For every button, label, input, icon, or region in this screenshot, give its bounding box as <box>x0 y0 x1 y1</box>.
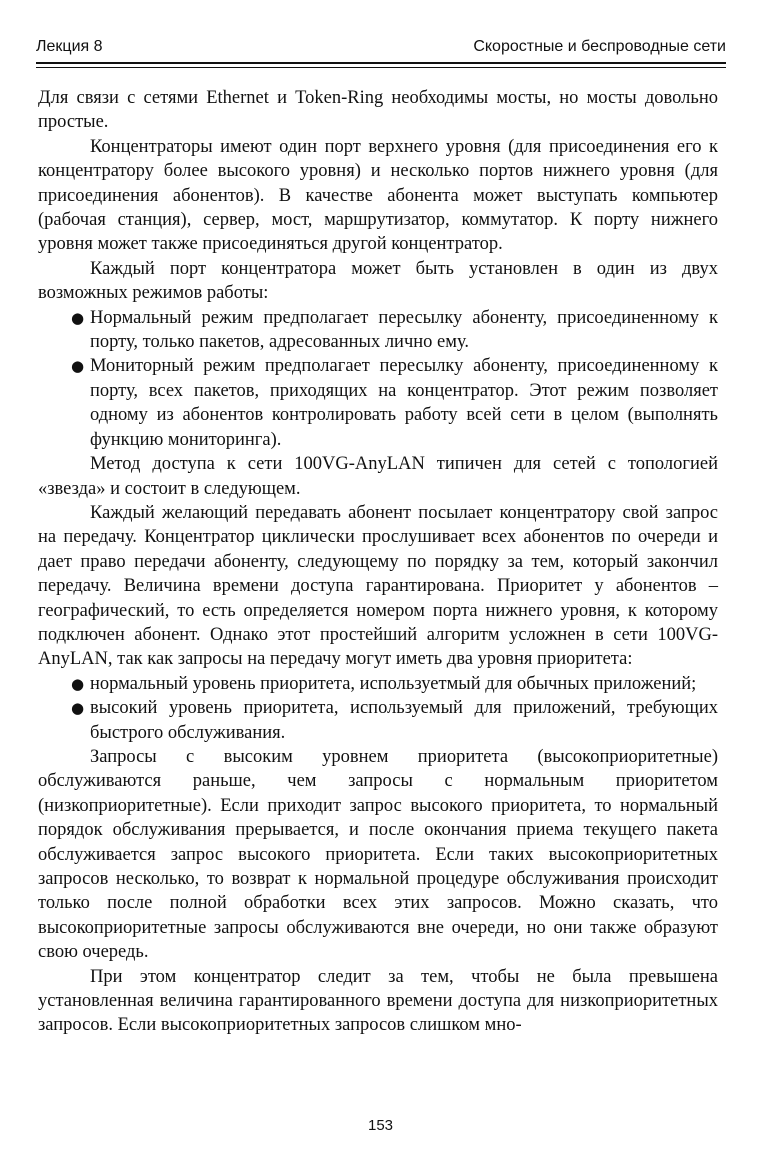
running-header <box>36 34 726 58</box>
header-rule-thin <box>36 67 726 68</box>
bullet-icon: ● <box>71 674 85 693</box>
modes-list <box>38 306 718 452</box>
bullet-icon: ● <box>71 308 85 327</box>
bullet-icon: ● <box>71 357 85 376</box>
list-item-text: высокий уровень приоритета, используемый для приложений, требующих быстрого обслуживания. <box>90 698 718 743</box>
paragraph: Метод доступа к сети 100VG-AnyLAN типичен для сетей с топологией «звезда» и состоит в следующем. <box>38 454 718 499</box>
list-item <box>38 354 718 452</box>
body-text <box>38 86 718 1038</box>
paragraph: Каждый желающий передавать абонент посылает концентратору свой запрос на передачу. Концентратор циклически прослушивает всех абонентов по очереди и дает право передачи абоненту, следующему по порядку за тем, который закончил передачу. Величина времени доступа гарантирована. Приоритет у абонентов – географический, то есть определяется номером порта нижнего уровня, к которому подключен абонент. Однако этот простейший алгоритм усложнен в сети 100VG-AnyLAN, так как запросы на передачу могут иметь два уровня приоритета: <box>38 502 718 670</box>
list-item-text: нормальный уровень приоритета, используетмый для обычных приложений; <box>90 673 697 694</box>
list-item <box>38 696 718 745</box>
list-item <box>38 306 718 355</box>
list-item-text: Нормальный режим предполагает пересылку абоненту, присоединенному к порту, только пакетов, адресованных лично ему. <box>90 307 718 353</box>
list-item <box>38 672 718 696</box>
bullet-icon: ● <box>71 699 85 718</box>
paragraph: Концентраторы имеют один порт верхнего уровня (для присоединения его к концентратору более высокого уровня) и несколько портов нижнего уровня (для присоединения абонентов). В качестве абонента может выступать компьютер (рабочая станция), сервер, мост, маршрутизатор, коммутатор. К порту нижнего уровня может также присоединяться другой концентратор. <box>38 136 718 255</box>
paragraph: Каждый порт концентратора может быть установлен в один из двух возможных режимов работы: <box>38 258 718 304</box>
list-item-text: Мониторный режим предполагает пересылку абоненту, присоединенному к порту, всех пакетов, приходящих на концентратор. Этот режим позволяет одному из абонентов контролировать работу всей сети в целом (выполнять функцию мониторинга). <box>90 356 718 450</box>
page-number: 153 <box>367 1117 394 1134</box>
paragraph: Запросы с высоким уровнем приоритета (высокоприоритетные) обслуживаются раньше, чем запросы с нормальным приоритетом (низкоприоритетные). Если приходит запрос высокого приоритета, то нормальный порядок обслуживания прерывается, и после окончания приема текущего пакета обслуживается запрос высокого приоритета. Если таких высокоприоритетных запросов несколько, то возврат к нормальной процедуре обслуживания происходит только после полной обработки всех этих запросов. Можно сказать, что высокоприоритетные запросы обслуживаются вне очереди, но они также образуют свою очередь. <box>38 746 718 963</box>
chapter-title: Скоростные и беспроводные сети <box>473 38 726 55</box>
priority-list <box>38 672 718 745</box>
lecture-label: Лекция 8 <box>36 38 103 55</box>
header-rule-thick <box>36 62 726 64</box>
paragraph: Для связи с сетями Ethernet и Token-Ring необходимы мосты, но мосты довольно простые. <box>38 88 718 133</box>
paragraph: При этом концентратор следит за тем, чтобы не была превышена установленная величина гарантированного времени доступа для низкоприоритетных запросов. Если высокоприоритетных запросов слишком мно- <box>38 966 718 1036</box>
